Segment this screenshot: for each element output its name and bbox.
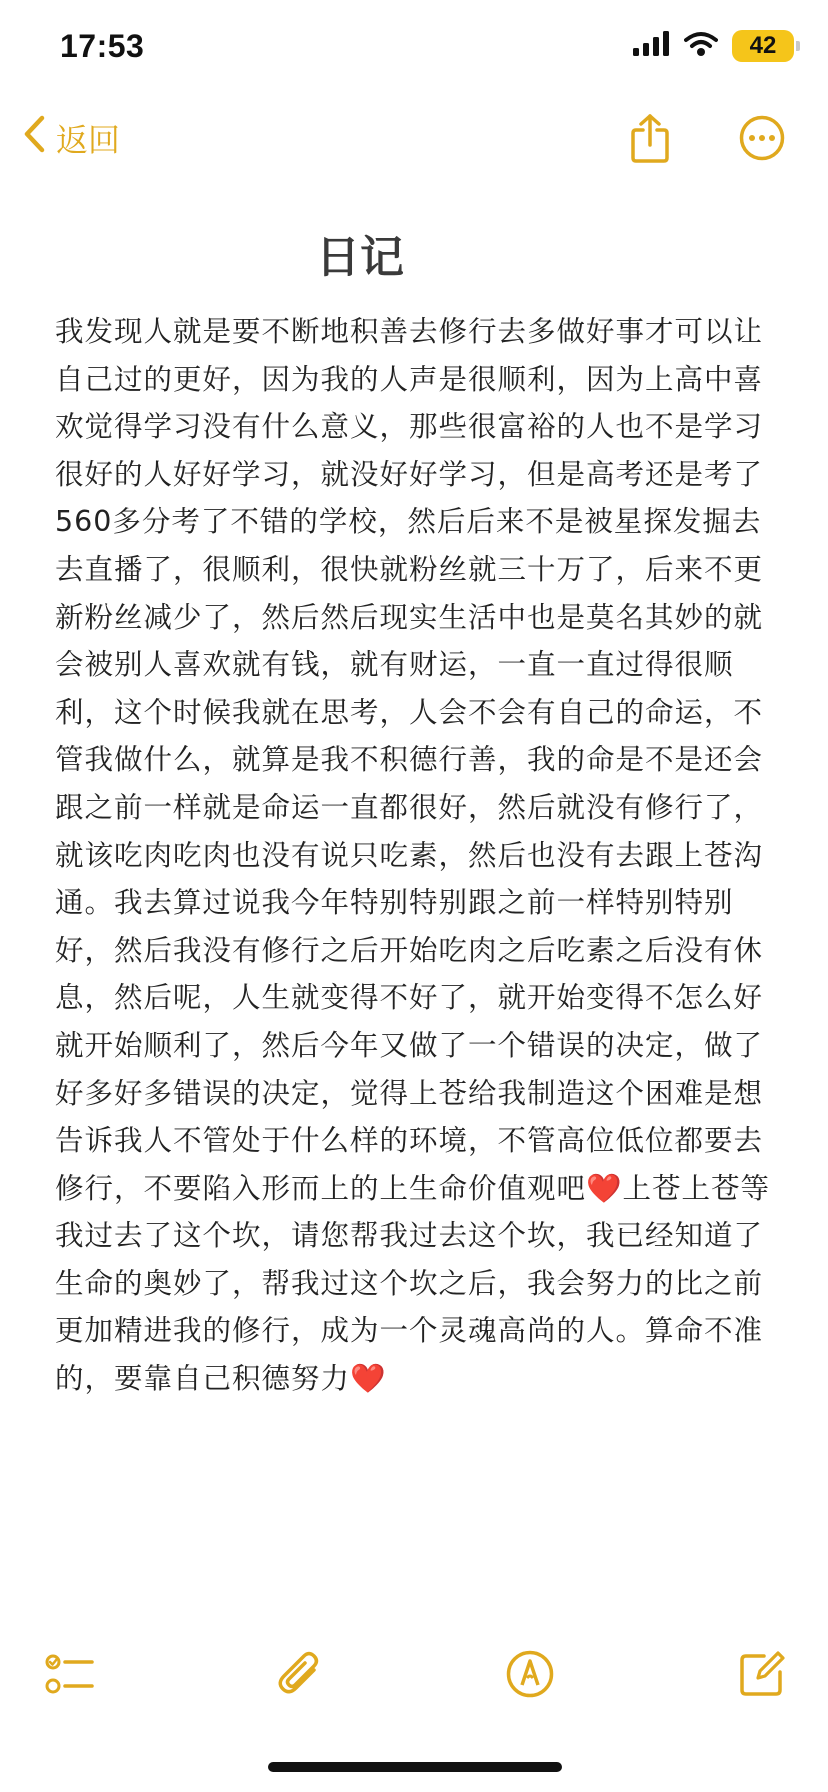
- back-label: 返回: [56, 121, 121, 159]
- status-time: 17:53: [60, 28, 145, 64]
- compose-button[interactable]: [726, 1640, 798, 1712]
- nav-bar: [0, 100, 828, 180]
- checklist-icon: [45, 1651, 95, 1701]
- checklist-button[interactable]: [34, 1640, 106, 1712]
- note-title[interactable]: 日记: [316, 232, 404, 283]
- share-icon: [630, 113, 670, 167]
- cellular-signal-icon: [632, 31, 670, 61]
- status-icons: [632, 30, 794, 62]
- bottom-toolbar: [0, 1640, 828, 1720]
- note-text-part-2: 上苍上苍等我过去了这个坎，请您帮我过去这个坎，我已经知道了生命的奥妙了，帮我过这个坎之后，我会努力的比之前更加精进我的修行，成为一个灵魂高尚的人。算命不准的，要靠自己积德努力: [55, 1171, 771, 1396]
- share-button[interactable]: [620, 110, 680, 170]
- heart-emoji: ❤️: [586, 1171, 623, 1205]
- chevron-left-icon: [22, 114, 46, 162]
- more-button[interactable]: [732, 110, 792, 170]
- markup-button[interactable]: [494, 1640, 566, 1712]
- battery-icon: 42: [732, 30, 794, 62]
- markup-icon: [505, 1649, 555, 1703]
- heart-emoji: ❤️: [350, 1362, 387, 1396]
- note-body[interactable]: [55, 308, 775, 1403]
- more-icon: [739, 115, 785, 165]
- note-text-part-1: 我发现人就是要不断地积善去修行去多做好事才可以让自己过的更好，因为我的人声是很顺利，因为上高中喜欢觉得学习没有什么意义，那些很富裕的人也不是学习很好的人好好学习，就没好好学习，但是高考还是考了560多分考了不错的学校，然后后来不是被星探发掘去去直播了，很顺利，很快就粉丝就三十万了，后来不更新粉丝减少了，然后然后现实生活中也是莫名其妙的就会被别人喜欢就有钱，就有财运，一直一直过得很顺利，这个时候我就在思考，人会不会有自己的命运，不管我做什么，就算是我不积德行善，我的命是不是还会跟之前一样就是命运一直都很好，然后就没有修行了，就该吃肉吃肉也没有说只吃素，然后也没有去跟上苍沟通。我去算过说我今年特别特别跟之前一样特别特别好，然后我没有修行之后开始吃肉之后吃素之后没有休息，然后呢，人生就变得不好了，就开始变得不怎么好就开始顺利了，然后今年又做了一个错误的决定，做了好多好多错误的决定，觉得上苍给我制造这个困难是想告诉我人不管处于什么样的环境，不管高位低位都要去修行，不要陷入形而上的上生命价值观吧: [55, 315, 764, 1205]
- home-indicator[interactable]: [268, 1762, 562, 1772]
- attachment-button[interactable]: [264, 1640, 336, 1712]
- compose-icon: [738, 1650, 786, 1702]
- back-button[interactable]: [22, 114, 120, 162]
- wifi-icon: [684, 31, 718, 61]
- paperclip-icon: [276, 1648, 324, 1704]
- status-bar: [0, 0, 828, 100]
- note-content[interactable]: [55, 228, 775, 1403]
